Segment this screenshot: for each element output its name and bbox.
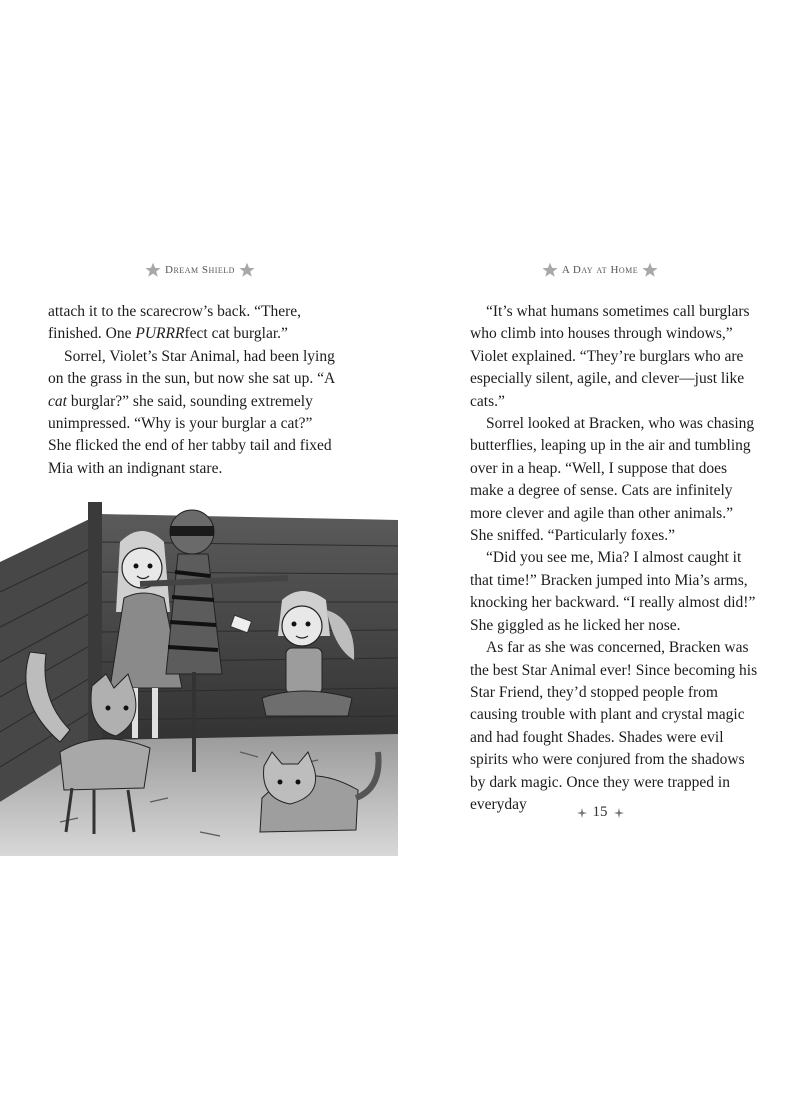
- paragraph: As far as she was concerned, Bracken was the best Star Animal ever! Since becoming his Star Friend, they’d stopped people from causing trouble with plant and crystal magic and had fought Shades. Shades were evil spirits who were conjured from the shadows by dark magic. Once they were trapped in everyday: [470, 639, 758, 813]
- paragraph: “Did you see me, Mia? I almost caught it that time!” Bracken jumped into Mia’s arms, knocking her backward. “I really almost did!” She giggled as he licked her nose.: [470, 549, 756, 634]
- star-icon: [542, 262, 558, 278]
- running-head-title: A Day at Home: [561, 264, 639, 276]
- illustration: [0, 502, 400, 856]
- paragraph: “It’s what humans sometimes call burglars who climb into houses through windows,” Violet explained. “They’re burglars who are especially silent, agile, and clever—just like cats.”: [470, 303, 750, 410]
- page-number: [400, 804, 800, 821]
- star-icon: [239, 262, 255, 278]
- sparkle-icon: [614, 808, 624, 818]
- paragraph: Sorrel, Violet’s Star Animal, had been lying on the grass in the sun, but now she sat up. “A cat burglar?” she said, sounding extremely unimpressed. “Why is your burglar a cat?” She flicked the end of her tabby tail and fixed Mia with an indignant stare.: [48, 347, 335, 477]
- running-head-right: [400, 262, 800, 278]
- right-page: [400, 0, 800, 1096]
- sparkle-icon: [577, 808, 587, 818]
- right-text-block: [470, 301, 760, 816]
- left-text-block: [48, 301, 338, 480]
- running-head-left: [0, 262, 400, 278]
- star-icon: [642, 262, 658, 278]
- page-number-text: 15: [592, 804, 608, 820]
- star-icon: [145, 262, 161, 278]
- paragraph: attach it to the scarecrow’s back. “There, finished. One PURRRfect cat burglar.”: [48, 303, 302, 343]
- running-head-title: Dream Shield: [165, 264, 235, 276]
- paragraph: Sorrel looked at Bracken, who was chasing butterflies, leaping up in the air and tumbling over in a heap. “Well, I suppose that does make a degree of sense. Cats are infinitely more clever and agile than other animals.” She sniffed. “Particularly foxes.”: [470, 415, 755, 545]
